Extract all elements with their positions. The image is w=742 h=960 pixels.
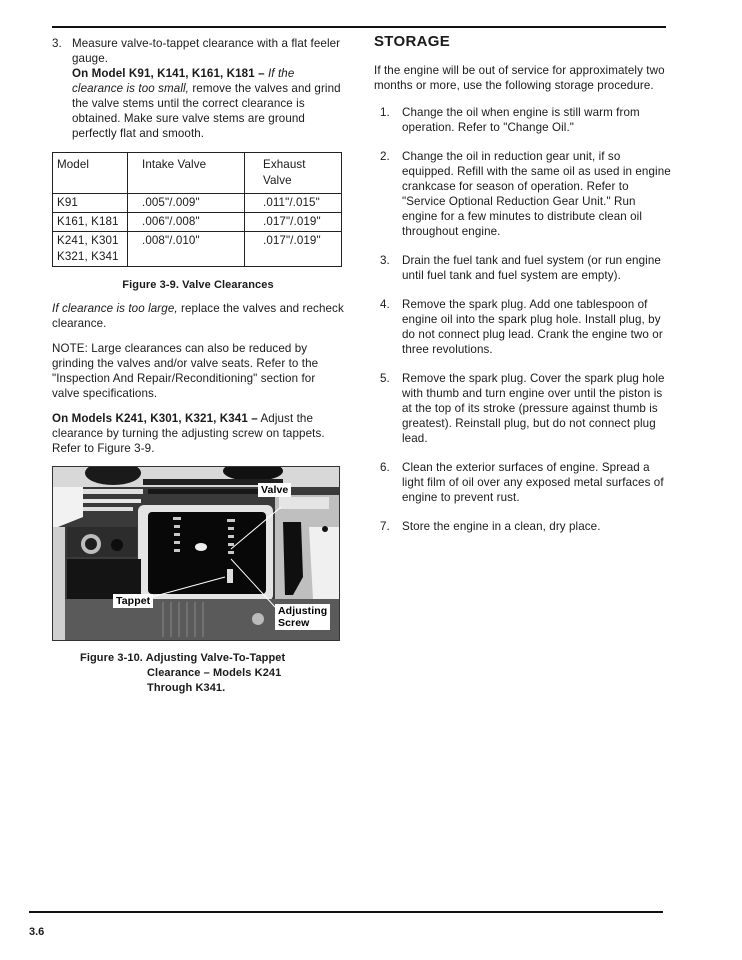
step-3 [52, 36, 344, 141]
models-label: On Model K91, K141, K161, K181 – [72, 67, 265, 80]
table-row [53, 194, 342, 213]
header-exhaust: Exhaust Valve [245, 153, 342, 194]
table-header-row [53, 153, 342, 194]
table-row [53, 232, 342, 267]
header-model: Model [53, 153, 128, 194]
step-text: Remove the spark plug. Add one tablespoon of engine oil into the spark plug hole. Install plug, by do not connect plug lead. Crank the engine two or three revolutions. [402, 298, 663, 356]
callout-line: Adjusting [278, 605, 328, 617]
too-large-instruction: replace the valves and recheck clearance. [52, 302, 344, 330]
right-column [374, 34, 674, 534]
note-paragraph: NOTE: Large clearances can also be reduced by grinding the valves and/or valve seats. Refer to the "Inspection And Repair/Reconditioning" section for valve specifications. [52, 342, 319, 400]
step-number: 2. [380, 150, 390, 163]
step-number: 1. [380, 106, 390, 119]
too-large-paragraph [52, 301, 344, 331]
valve-clearance-table [52, 152, 342, 267]
step-text: Change the oil in reduction gear unit, if so equipped. Refill with the same oil as used in engine crankcase for season of operation. Refer to "Service Optional Reduction Gear Unit." Run engine for a few minutes to distribute clean oil throughout engine. [402, 150, 671, 238]
storage-intro: If the engine will be out of service for approximately two months or more, use the following storage procedure. [374, 64, 665, 92]
caption-line: Through K341. [147, 682, 226, 694]
section-heading: STORAGE [374, 33, 451, 50]
step-number: 7. [380, 520, 390, 533]
callout-line: Screw [278, 617, 310, 629]
figure-3-10-caption [52, 651, 344, 696]
step-3-text: Measure valve-to-tappet clearance with a flat feeler gauge. [72, 37, 341, 65]
top-rule [52, 26, 666, 28]
cell-exhaust: .017"/.019" [245, 232, 342, 267]
callout-adjusting-screw [275, 604, 330, 630]
step-number: 3. [52, 37, 62, 50]
storage-step [380, 297, 674, 357]
header-intake: Intake Valve [128, 153, 245, 194]
valve-tappet-photo [52, 466, 340, 641]
storage-step [380, 519, 674, 534]
too-small-condition: If the clearance is too small, [72, 67, 295, 95]
callout-valve: Valve [258, 483, 291, 497]
storage-step [380, 253, 674, 283]
left-column [52, 36, 344, 696]
storage-step [380, 105, 674, 135]
cell-exhaust: .017"/.019" [245, 213, 342, 232]
models-adjust-label: On Models K241, K301, K321, K341 – [52, 412, 258, 425]
step-number: 6. [380, 461, 390, 474]
models-adjust-instruction: Adjust the clearance by turning the adjusting screw on tappets. Refer to Figure 3-9. [52, 412, 325, 455]
step-number: 3. [380, 254, 390, 267]
cell-intake: .008"/.010" [128, 232, 245, 267]
table-row [53, 213, 342, 232]
step-text: Clean the exterior surfaces of engine. Spread a light film of oil over any exposed metal surfaces of engine to prevent rust. [402, 461, 664, 504]
step-text: Drain the fuel tank and fuel system (or run engine until fuel tank and fuel system are empty). [402, 254, 661, 282]
callout-tappet: Tappet [113, 594, 153, 608]
step-text: Store the engine in a clean, dry place. [402, 520, 601, 533]
model-line: K321, K341 [57, 250, 119, 263]
step-3-models-paragraph [72, 66, 344, 141]
too-small-instruction: remove the valves and grind the valve stems until the correct clearance is obtained. Make sure valve stems are ground perfectly flat and smooth. [72, 82, 341, 140]
model-line: K241, K301 [57, 234, 119, 247]
caption-line: Clearance – Models K241 [147, 667, 282, 679]
cell-model: K91 [53, 194, 128, 213]
cell-model [53, 232, 128, 267]
figure-3-9-caption: Figure 3-9. Valve Clearances [122, 279, 274, 291]
storage-step [380, 149, 674, 239]
caption-line: Figure 3-10. Adjusting Valve-To-Tappet [80, 652, 286, 664]
step-number: 5. [380, 372, 390, 385]
cell-intake: .006"/.008" [128, 213, 245, 232]
too-large-condition: If clearance is too large, [52, 302, 178, 315]
cell-intake: .005"/.009" [128, 194, 245, 213]
cell-exhaust: .011"/.015" [245, 194, 342, 213]
models-adjust-paragraph [52, 411, 344, 456]
page-number: 3.6 [29, 926, 45, 938]
storage-step [380, 371, 674, 446]
cell-model: K161, K181 [53, 213, 128, 232]
step-number: 4. [380, 298, 390, 311]
step-text: Remove the spark plug. Cover the spark plug hole with thumb and turn engine over until the piston is at the top of its stroke (pressure against thumb is greatest). Reinstall plug, but do not connect plug lead. [402, 372, 665, 445]
bottom-rule [29, 911, 663, 913]
step-text: Change the oil when engine is still warm from operation. Refer to "Change Oil." [402, 106, 640, 134]
storage-step [380, 460, 674, 505]
